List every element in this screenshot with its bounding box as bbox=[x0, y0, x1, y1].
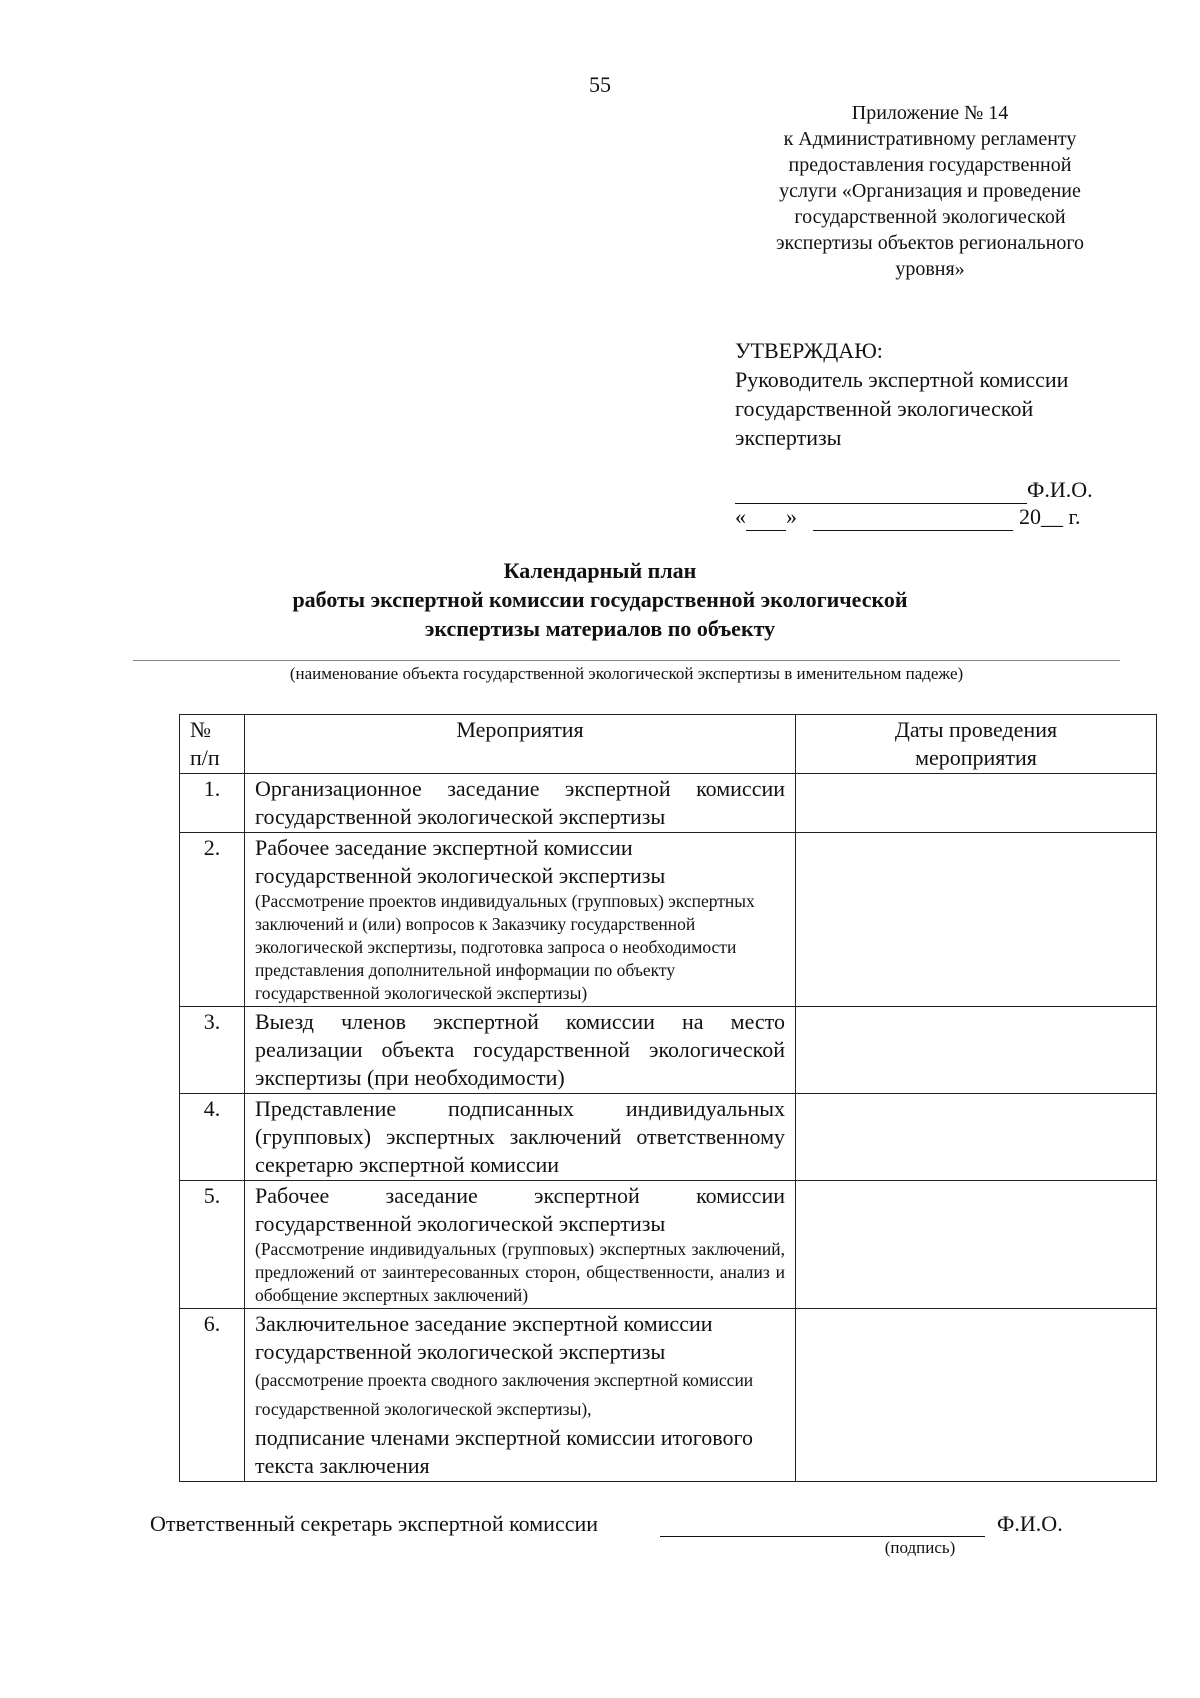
header-dates-line: Даты проведения bbox=[894, 717, 1058, 742]
appendix-line: услуги «Организация и проведение bbox=[779, 180, 1081, 202]
row-event: Организационное заседание экспертной комиссии государственной экологической экспертизы bbox=[245, 774, 796, 833]
table-header-row bbox=[180, 715, 1157, 774]
footer-signature bbox=[150, 1511, 1115, 1537]
table-row bbox=[180, 1094, 1157, 1181]
row-num: 1. bbox=[180, 774, 245, 833]
month-blank[interactable] bbox=[813, 508, 1013, 531]
approval-line: экспертизы bbox=[735, 425, 842, 450]
table-row bbox=[180, 774, 1157, 833]
row-dates[interactable] bbox=[796, 1094, 1157, 1181]
row-dates[interactable] bbox=[796, 774, 1157, 833]
quote-open: « bbox=[735, 504, 746, 529]
signature-blank[interactable] bbox=[735, 481, 1027, 504]
row-event-note: (Рассмотрение проектов индивидуальных (групповых) экспертных заключений и (или) вопросов к Заказчику государственной экологической экспертизы, подготовка запроса о необходимости представления дополнительной информации по объекту государственной экологической экспертизы) bbox=[255, 891, 755, 1003]
row-event-text: Заключительное заседание экспертной комиссии государственной экологической экспертизы bbox=[255, 1311, 713, 1364]
header-num-line: п/п bbox=[190, 745, 220, 770]
quote-close: » bbox=[786, 504, 797, 529]
approval-fio: Ф.И.О. bbox=[1027, 477, 1093, 502]
appendix-line: к Административному регламенту bbox=[783, 128, 1077, 150]
day-blank[interactable] bbox=[746, 508, 786, 531]
row-event bbox=[245, 833, 796, 1007]
approval-heading: УТВЕРЖДАЮ: bbox=[735, 338, 883, 363]
row-event-text: Рабочее заседание экспертной комиссии государственной экологической экспертизы bbox=[255, 835, 666, 888]
row-num: 6. bbox=[180, 1309, 245, 1482]
row-event bbox=[245, 1181, 796, 1309]
row-event-note: (Рассмотрение индивидуальных (групповых) экспертных заключений, предложений от заинтересованных сторон, общественности, анализ и обобщение экспертных заключений) bbox=[255, 1239, 785, 1305]
page-number: 55 bbox=[589, 72, 611, 97]
plan-table bbox=[179, 714, 1157, 1482]
header-dates-line: мероприятия bbox=[915, 745, 1037, 770]
footer-label: Ответственный секретарь экспертной комиссии bbox=[150, 1511, 599, 1536]
row-dates[interactable] bbox=[796, 1181, 1157, 1309]
approval-signature-line bbox=[735, 476, 1115, 504]
approval-line: государственной экологической bbox=[735, 396, 1034, 421]
row-num: 5. bbox=[180, 1181, 245, 1309]
signature-caption: (подпись) bbox=[884, 1538, 956, 1557]
object-name-caption: (наименование объекта государственной экологической экспертизы в именительном падеже) bbox=[289, 664, 964, 683]
appendix-block bbox=[745, 100, 1115, 282]
appendix-line: Приложение № 14 bbox=[851, 102, 1009, 124]
row-dates[interactable] bbox=[796, 833, 1157, 1007]
row-event-tail: подписание членами экспертной комиссии итогового текста заключения bbox=[255, 1425, 753, 1478]
row-event-note: (рассмотрение проекта сводного заключения экспертной комиссии государственной экологической экспертизы), bbox=[255, 1370, 754, 1419]
table-row bbox=[180, 1309, 1157, 1482]
row-num: 3. bbox=[180, 1007, 245, 1094]
title-line: Календарный план bbox=[503, 558, 697, 583]
footer-signature-blank[interactable] bbox=[660, 1514, 985, 1537]
header-event: Мероприятия bbox=[245, 715, 796, 774]
header-num bbox=[180, 715, 245, 774]
title-line: экспертизы материалов по объекту bbox=[424, 616, 776, 641]
row-dates[interactable] bbox=[796, 1007, 1157, 1094]
appendix-line: государственной экологической bbox=[794, 206, 1066, 228]
year-text: 20__ г. bbox=[1019, 504, 1081, 529]
header-dates bbox=[796, 715, 1157, 774]
object-name-line[interactable] bbox=[133, 660, 1120, 661]
table-row bbox=[180, 1181, 1157, 1309]
row-num: 2. bbox=[180, 833, 245, 1007]
row-dates[interactable] bbox=[796, 1309, 1157, 1482]
appendix-line: экспертизы объектов регионального bbox=[775, 232, 1085, 254]
row-event: Представление подписанных индивидуальных (групповых) экспертных заключений ответственному секретарю экспертной комиссии bbox=[245, 1094, 796, 1181]
row-event: Выезд членов экспертной комиссии на место реализации объекта государственной экологической экспертизы (при необходимости) bbox=[245, 1007, 796, 1094]
appendix-line: уровня» bbox=[895, 258, 965, 280]
title-line: работы экспертной комиссии государственной экологической bbox=[292, 587, 908, 612]
appendix-line: предоставления государственной bbox=[788, 154, 1072, 176]
row-event bbox=[245, 1309, 796, 1482]
row-num: 4. bbox=[180, 1094, 245, 1181]
table-row bbox=[180, 1007, 1157, 1094]
table-row bbox=[180, 833, 1157, 1007]
approval-date-line bbox=[735, 503, 1115, 531]
header-num-line: № bbox=[190, 717, 211, 742]
document-title bbox=[0, 556, 1200, 643]
approval-line: Руководитель экспертной комиссии bbox=[735, 367, 1069, 392]
row-event-text: Рабочее заседание экспертной комиссии государственной экологической экспертизы bbox=[255, 1183, 785, 1236]
approval-block bbox=[735, 336, 1115, 452]
footer-fio: Ф.И.О. bbox=[997, 1511, 1063, 1536]
